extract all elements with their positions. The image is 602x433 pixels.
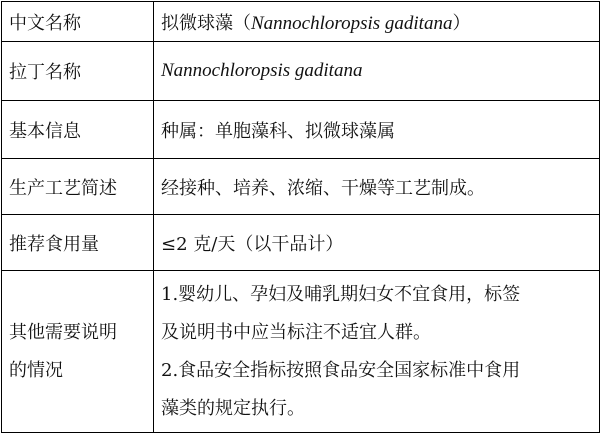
table-row-chinese-name bbox=[2, 2, 600, 42]
label-latin-name: 拉丁名称 bbox=[2, 42, 154, 101]
chinese-name-latin: Nannochloropsis gaditana bbox=[251, 12, 453, 34]
note-line: 2.食品安全指标按照食品安全国家标准中食用 bbox=[161, 359, 521, 381]
value-basic-info: 种属：单胞藻科、拟微球藻属 bbox=[154, 101, 600, 159]
value-recommended-intake: ≤2 克/天（以干品计） bbox=[154, 215, 600, 271]
label-other-notes-line1: 其他需要说明 bbox=[9, 321, 117, 343]
table-row-other-notes bbox=[2, 271, 600, 433]
value-other-notes bbox=[154, 271, 600, 433]
label-recommended-intake: 推荐食用量 bbox=[2, 215, 154, 271]
value-chinese-name bbox=[154, 2, 600, 42]
value-latin-name bbox=[154, 42, 600, 101]
value-production-process: 经接种、培养、浓缩、干燥等工艺制成。 bbox=[154, 159, 600, 215]
chinese-name-text: 拟微球藻（ bbox=[161, 12, 251, 34]
label-other-notes-line2: 的情况 bbox=[9, 359, 63, 381]
note-line: 藻类的规定执行。 bbox=[161, 397, 305, 419]
table-row-latin-name bbox=[2, 42, 600, 101]
table-row-production-process bbox=[2, 159, 600, 215]
label-other-notes bbox=[2, 271, 154, 433]
latin-name-text: Nannochloropsis gaditana bbox=[161, 60, 363, 81]
label-basic-info: 基本信息 bbox=[2, 101, 154, 159]
novel-food-info-table bbox=[1, 1, 600, 433]
note-line: 及说明书中应当标注不适宜人群。 bbox=[161, 321, 431, 343]
label-chinese-name: 中文名称 bbox=[2, 2, 154, 42]
chinese-name-close: ） bbox=[452, 12, 471, 34]
table-row-recommended-intake bbox=[2, 215, 600, 271]
note-line: 1.婴幼儿、孕妇及哺乳期妇女不宜食用，标签 bbox=[161, 283, 521, 305]
table-row-basic-info bbox=[2, 101, 600, 159]
label-production-process: 生产工艺简述 bbox=[2, 159, 154, 215]
